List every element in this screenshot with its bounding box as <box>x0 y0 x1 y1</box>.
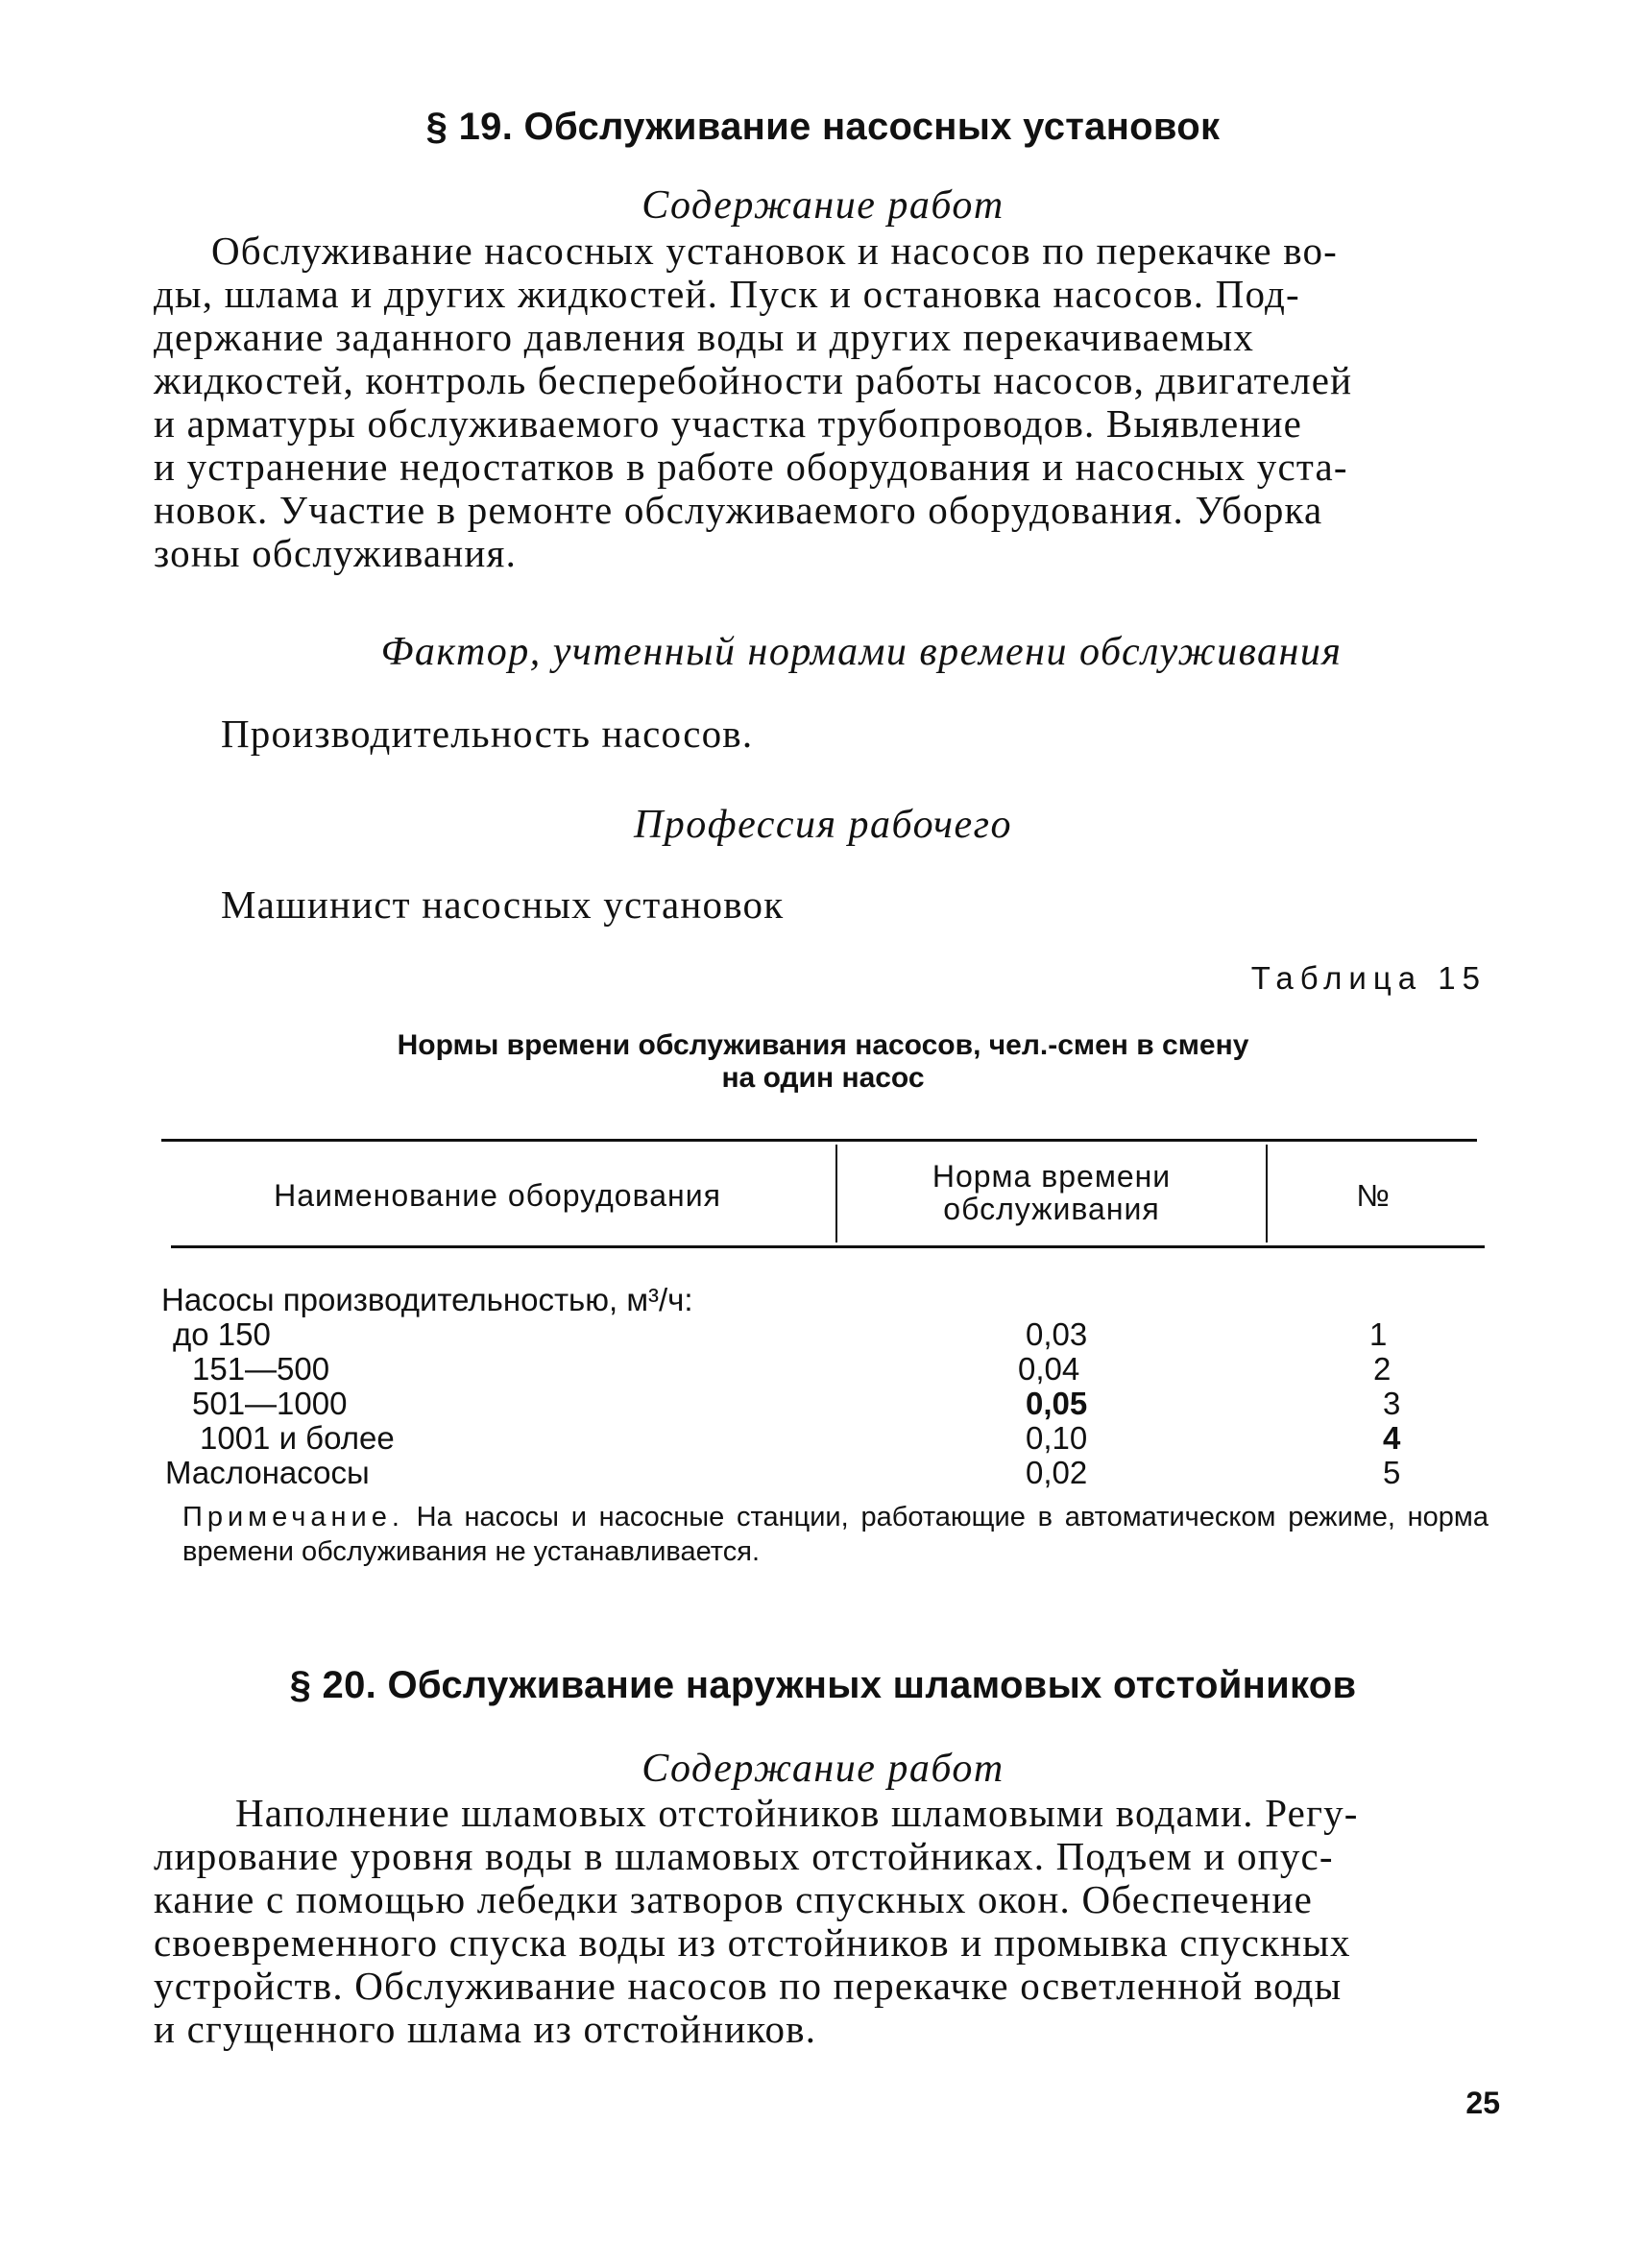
paragraph-line: держание заданного давления воды и других перекачиваемых <box>154 315 1255 359</box>
paragraph-line: ды, шлама и других жидкостей. Пуск и остановка насосов. Под- <box>154 272 1300 316</box>
row-num: 1 <box>1369 1316 1388 1352</box>
section-19-content-title: Содержание работ <box>641 183 1005 228</box>
row-num: 4 <box>1383 1420 1401 1456</box>
paragraph-line: устройств. Обслуживание насосов по перекачке осветленной воды <box>154 1964 1343 2008</box>
row-name: Маслонасосы <box>165 1455 370 1490</box>
table-note <box>182 1500 1489 1569</box>
row-norm: 0,04 <box>1018 1351 1080 1387</box>
table-group-label: Насосы производительностью, м³/ч: <box>161 1282 693 1317</box>
factor-title: Фактор, учтенный нормами времени обслуживания <box>380 630 1343 674</box>
profession-title: Профессия рабочего <box>633 803 1013 847</box>
row-name: до 150 <box>173 1316 271 1352</box>
paragraph-line: новок. Участие в ремонте обслуживаемого оборудования. Уборка <box>154 488 1323 532</box>
column-header-num: № <box>1356 1178 1391 1213</box>
profession-text: Машинист насосных установок <box>221 882 785 927</box>
column-header-norm-line: обслуживания <box>943 1192 1160 1226</box>
section-20-heading: § 20. Обслуживание наружных шламовых отстойников <box>289 1664 1357 1706</box>
row-num: 3 <box>1383 1386 1401 1421</box>
paragraph-line: своевременного спуска воды из отстойников и промывка спускных <box>154 1920 1351 1965</box>
paragraph-line: Наполнение шламовых отстойников шламовыми водами. Регу- <box>235 1791 1359 1835</box>
paragraph-line: жидкостей, контроль бесперебойности работы насосов, двигателей <box>154 358 1353 402</box>
table-header-rule <box>171 1245 1485 1248</box>
row-num: 2 <box>1373 1351 1392 1387</box>
row-norm: 0,03 <box>1026 1316 1088 1352</box>
paragraph-line: лирование уровня воды в шламовых отстойниках. Подъем и опус- <box>154 1834 1334 1878</box>
paragraph-line: и арматуры обслуживаемого участка трубопроводов. Выявление <box>154 401 1303 446</box>
row-norm: 0,02 <box>1026 1455 1088 1490</box>
table-label: Таблица 15 <box>1250 960 1487 996</box>
paragraph-line: и сгущенного шлама из отстойников. <box>154 2007 817 2051</box>
row-norm: 0,10 <box>1026 1420 1088 1456</box>
column-header-norm-line: Норма времени <box>932 1159 1172 1194</box>
paragraph-line: Обслуживание насосных установок и насосов по перекачке во- <box>211 229 1339 273</box>
paragraph-line: и устранение недостатков в работе оборудования и насосных уста- <box>154 445 1348 489</box>
row-name: 1001 и более <box>200 1420 395 1456</box>
note-label: Примечание. <box>182 1502 404 1532</box>
factor-text: Производительность насосов. <box>221 712 754 756</box>
section-19-heading: § 19. Обслуживание насосных установок <box>425 106 1221 148</box>
paragraph-line: кание с помощью лебедки затворов спускных окон. Обеспечение <box>154 1877 1314 1921</box>
page-number: 25 <box>1465 2086 1500 2120</box>
column-header-norm <box>837 1160 1266 1225</box>
row-norm: 0,05 <box>1026 1386 1088 1421</box>
table-title-line: Нормы времени обслуживания насосов, чел.-смен в смену <box>397 1029 1249 1061</box>
table-title-line: на один насос <box>721 1062 925 1094</box>
row-name: 151—500 <box>192 1351 330 1387</box>
section-20-content-title: Содержание работ <box>641 1747 1005 1791</box>
row-num: 5 <box>1383 1455 1401 1490</box>
column-header-name: Наименование оборудования <box>274 1178 721 1213</box>
row-name: 501—1000 <box>192 1386 348 1421</box>
note-text: На насосы и насосные станции, работающие в автоматическом режиме, норма времени обслуживания не устанавливается. <box>182 1502 1489 1567</box>
paragraph-line: зоны обслуживания. <box>154 531 518 575</box>
table-title <box>0 1029 1646 1095</box>
table-top-rule <box>161 1139 1477 1142</box>
